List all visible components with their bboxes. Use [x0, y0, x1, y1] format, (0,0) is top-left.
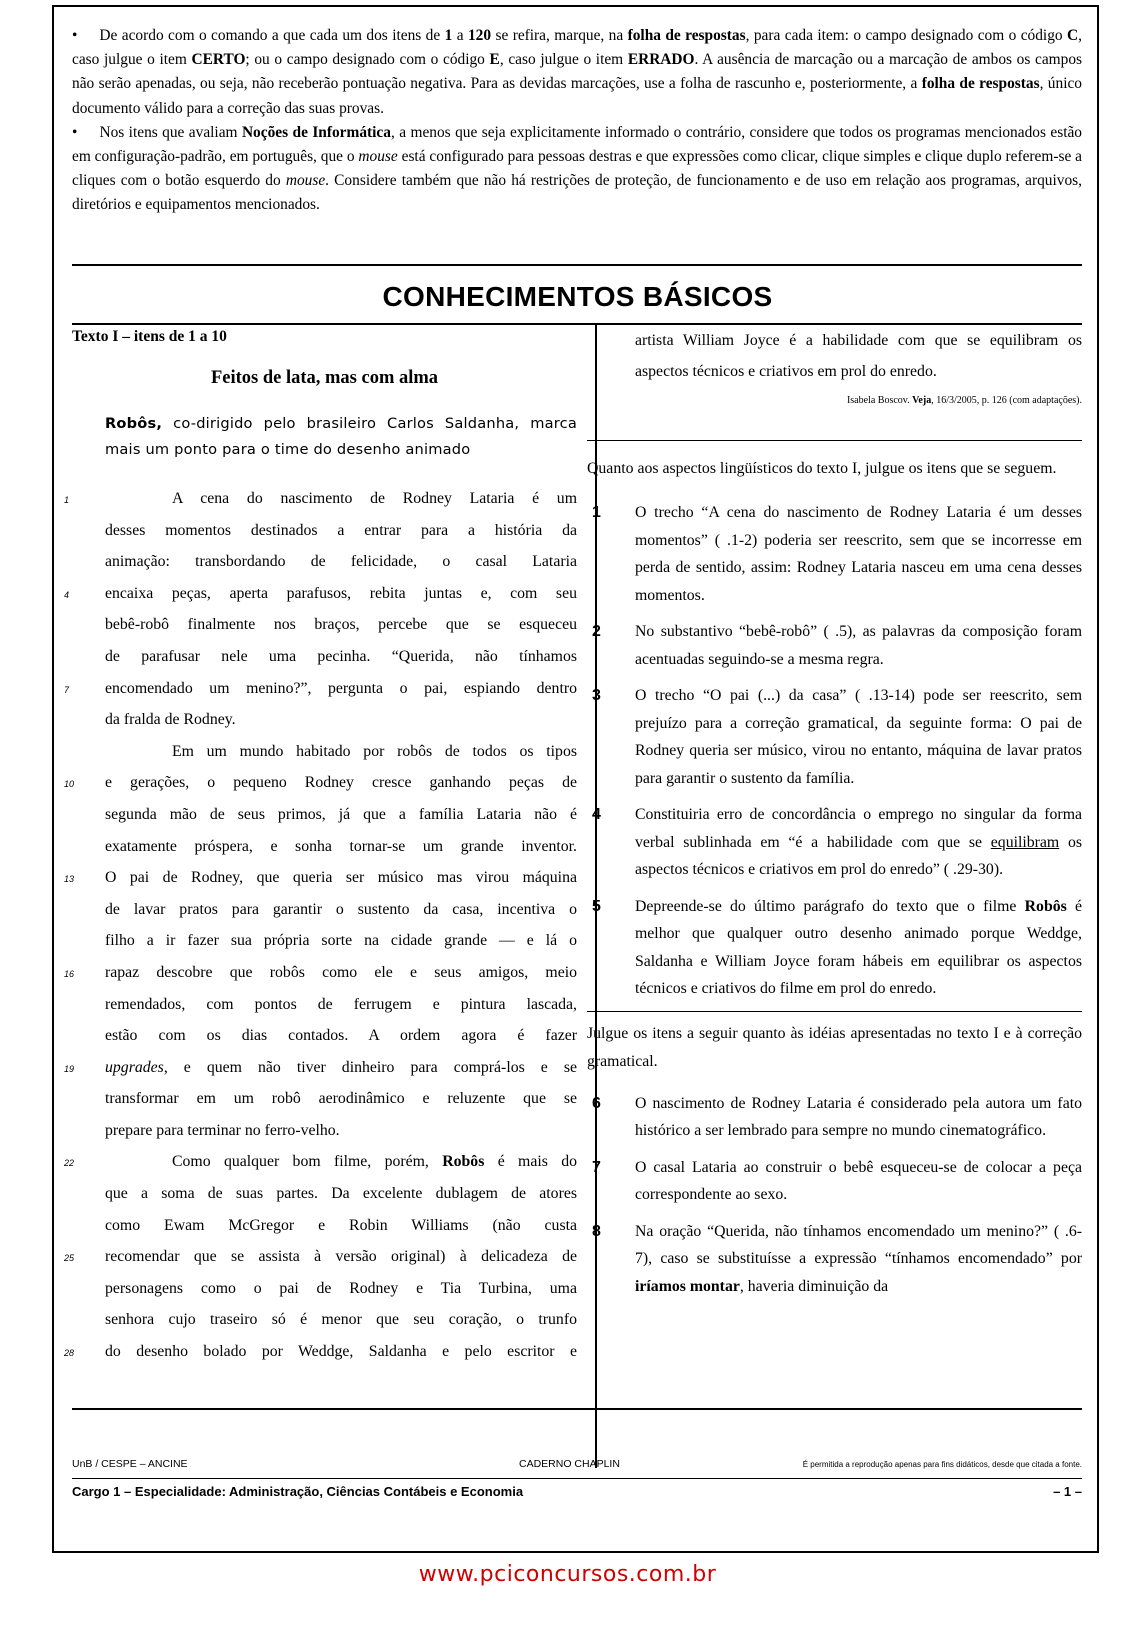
article-line: 7 encomendado um menino?”, pergunta o pai, espiando dentro — [72, 673, 577, 705]
article-line: 4 encaixa peças, aperta parafusos, rebita juntas e, com seu — [72, 578, 577, 610]
question-3: 3 O trecho “O pai (...) da casa” ( .13-14) pode ser reescrito, sem prejuízo para a correção gramatical, da seguinte forma: O pai de Rodney queria ser músico, virou no entanto, máquina de lavar pratos para garantir o sustento da família. — [592, 687, 1082, 787]
right-divider — [587, 440, 1082, 441]
line-number: 19 — [64, 1063, 75, 1074]
article-title: Feitos de lata, mas com alma — [210, 368, 439, 388]
footer-org: UnB / CESPE – ANCINE — [72, 1458, 188, 1470]
article-line: que a soma de suas partes. Da excelente dublagem de atores — [105, 1185, 577, 1203]
article-line: bebê-robô finalmente nos braços, percebe que se esqueceu — [105, 616, 577, 634]
article-line: estão com os dias contados. A ordem agora é fazer — [105, 1027, 577, 1045]
instructions — [72, 24, 1082, 218]
section-title: CONHECIMENTOS BÁSICOS — [382, 281, 773, 312]
article-line: senhora cujo traseiro só é menor que seu coração, o trunfo — [105, 1311, 577, 1329]
question-2: 2 No substantivo “bebê-robô” ( .5), as palavras da composição foram acentuadas seguindo-se a mesma regra. — [592, 623, 1082, 668]
article-line: exatamente próspera, e sonha tornar-se um grande inventor. — [105, 837, 577, 855]
article-line: da fralda de Rodney. — [105, 711, 236, 729]
article-line: Em um mundo habitado por robôs de todos os tipos — [172, 742, 577, 760]
question-5: 5 Depreende-se do último parágrafo do texto que o filme Robôs é melhor que qualquer outro desenho animado porque Weddge, Saldanha e William Joyce foram hábeis em equilibrar os aspectos técnicos e criativos do filme em prol do enredo. — [592, 897, 1082, 997]
article-line: 19 upgrades, e quem não tiver dinheiro para comprá-los e se — [72, 1052, 577, 1084]
article-line: filho a ir fazer sua própria sorte na cidade grande — e lá o — [105, 932, 577, 950]
questions-intro-1: Quanto aos aspectos lingüísticos do texto I, julgue os itens que se seguem. — [587, 460, 1057, 477]
footer-cargo: Cargo 1 – Especialidade: Administração, Ciências Contábeis e Economia — [72, 1484, 524, 1499]
footer-divider — [72, 1408, 1082, 1410]
question-7: 7 O casal Lataria ao construir o bebê esqueceu-se de colocar a peça correspondente ao sexo. — [592, 1158, 1082, 1203]
line-number: 16 — [64, 968, 75, 979]
instruction-1: • De acordo com o comando a que cada um dos itens de 1 a 120 se refira, marque, na folha de respostas, para cada item: o campo designado com o código C, caso julgue o item CERTO; ou o campo designado com o código E, caso julgue o item ERRADO. A ausência de marcação ou a marcação de ambos os campos não serão apenadas, ou seja, não receberão pontuação negativa. Para as devidas marcações, use a folha de rascunho e, posteriormente, a folha de respostas, único documento válido para a correção das suas provas. — [72, 27, 1083, 117]
article-line: 25 recomendar que se assista à versão original) à delicadeza de — [72, 1241, 577, 1273]
right-column — [587, 325, 1082, 1300]
footer-info — [72, 1458, 1082, 1476]
text-heading: Texto I – itens de 1 a 10 — [72, 328, 227, 345]
article-line: desses momentos destinados a entrar para a história da — [105, 521, 577, 539]
article-line: segunda mão de seus primos, já que a família Lataria não é — [105, 805, 577, 823]
question-8: 8 Na oração “Querida, não tínhamos encomendado um menino?” ( .6-7), caso se substituísse a expressão “tínhamos encomendado” por iríamos montar, haveria diminuição da — [592, 1222, 1082, 1295]
article-line: 28 do desenho bolado por Weddge, Saldanha e pelo escritor e — [72, 1336, 577, 1368]
article-continuation: artista William Joyce é a habilidade com que se equilibram os aspectos técnicos e criativos em prol do enredo. — [635, 332, 1082, 380]
line-number: 13 — [64, 874, 75, 885]
footer-booklet: CADERNO CHAPLIN — [519, 1458, 620, 1470]
article-line: como Ewam McGregor e Robin Williams (não custa — [105, 1216, 577, 1234]
article-line: 22 Como qualquer bom filme, porém, Robôs é mais do — [72, 1146, 577, 1178]
article-source: Isabela Boscov. Veja, 16/3/2005, p. 126 (com adaptações). — [846, 395, 1082, 406]
footer-cargo-line — [72, 1484, 1082, 1499]
article-line: remendados, com pontos de ferrugem e pintura lascada, — [105, 995, 577, 1013]
article-line: de parafusar nele uma pecinha. “Querida, não tínhamos — [105, 647, 577, 665]
line-number: 28 — [64, 1348, 75, 1359]
question-4: 4 Constituiria erro de concordância o emprego no singular da forma verbal sublinhada em “é a habilidade com que se equilibram os aspectos técnicos e criativos em prol do enredo” ( .29-30). — [592, 806, 1082, 878]
line-number: 4 — [64, 589, 70, 600]
question-6: 6 O nascimento de Rodney Lataria é considerado pela autora um fato histórico a ser lembrado para sempre no mundo cinematográfico. — [592, 1094, 1082, 1139]
left-column — [64, 325, 577, 1368]
right-divider-2 — [587, 1011, 1082, 1012]
line-number: 22 — [64, 1158, 75, 1169]
article-line: de lavar pratos para garantir o sustento da casa, incentiva o — [105, 900, 577, 918]
line-number: 7 — [64, 684, 70, 695]
article-line: prepare para terminar no ferro-velho. — [105, 1121, 340, 1139]
article-line: 13 O pai de Rodney, que queria ser músico mas virou máquina — [72, 862, 577, 894]
footer-divider-2 — [72, 1478, 1082, 1479]
line-number: 10 — [64, 779, 75, 790]
article-line: animação: transbordando de felicidade, o casal Lataria — [105, 553, 577, 571]
questions-intro-2: Julgue os itens a seguir quanto às idéias apresentadas no texto I e à correção gramatical. — [587, 1024, 1082, 1070]
footer-copyright: É permitida a reprodução apenas para fins didáticos, desde que citada a fonte. — [802, 1460, 1082, 1469]
article-line: transformar em um robô aerodinâmico e reluzente que se — [105, 1090, 577, 1108]
line-number: 1 — [64, 495, 70, 505]
question-1: 1 O trecho “A cena do nascimento de Rodney Lataria é um desses momentos” ( .1-2) poderia ser reescrito, sem que se incorresse em perda de sentido, assim: Rodney Lataria nasceu em uma cena desses momentos. — [592, 504, 1082, 604]
article-line: personagens como o pai de Rodney e Tia Turbina, uma — [105, 1279, 577, 1297]
article-subtitle: Robôs, co-dirigido pelo brasileiro Carlos Saldanha, marca mais um ponto para o time do desenho animado — [105, 415, 577, 458]
article-line: 16 rapaz descobre que robôs como ele e seus amigos, meio — [72, 957, 577, 989]
article-body — [64, 483, 577, 1368]
article-line: 1 A cena do nascimento de Rodney Lataria é um — [72, 483, 577, 515]
site-url[interactable]: www.pciconcursos.com.br — [418, 1562, 717, 1587]
article-line: 10 e gerações, o pequeno Rodney cresce ganhando peças de — [72, 767, 577, 799]
exam-page — [52, 5, 1099, 1553]
page-number: – 1 – — [1053, 1484, 1082, 1499]
section-divider — [72, 264, 1082, 266]
instruction-2: • Nos itens que avaliam Noções de Informática, a menos que seja explicitamente informado o contrário, considere que todos os programas mencionados estão em configuração-padrão, em português, que o mouse está configurado para pessoas destras e que expressões como clicar, clique simples e clique duplo referem-se a cliques com o botão esquerdo do mouse. Considere também que não há restrições de proteção, de funcionamento e de uso em relação aos programas, arquivos, diretórios e equipamentos mencionados. — [72, 123, 1082, 214]
line-number: 25 — [64, 1253, 75, 1264]
